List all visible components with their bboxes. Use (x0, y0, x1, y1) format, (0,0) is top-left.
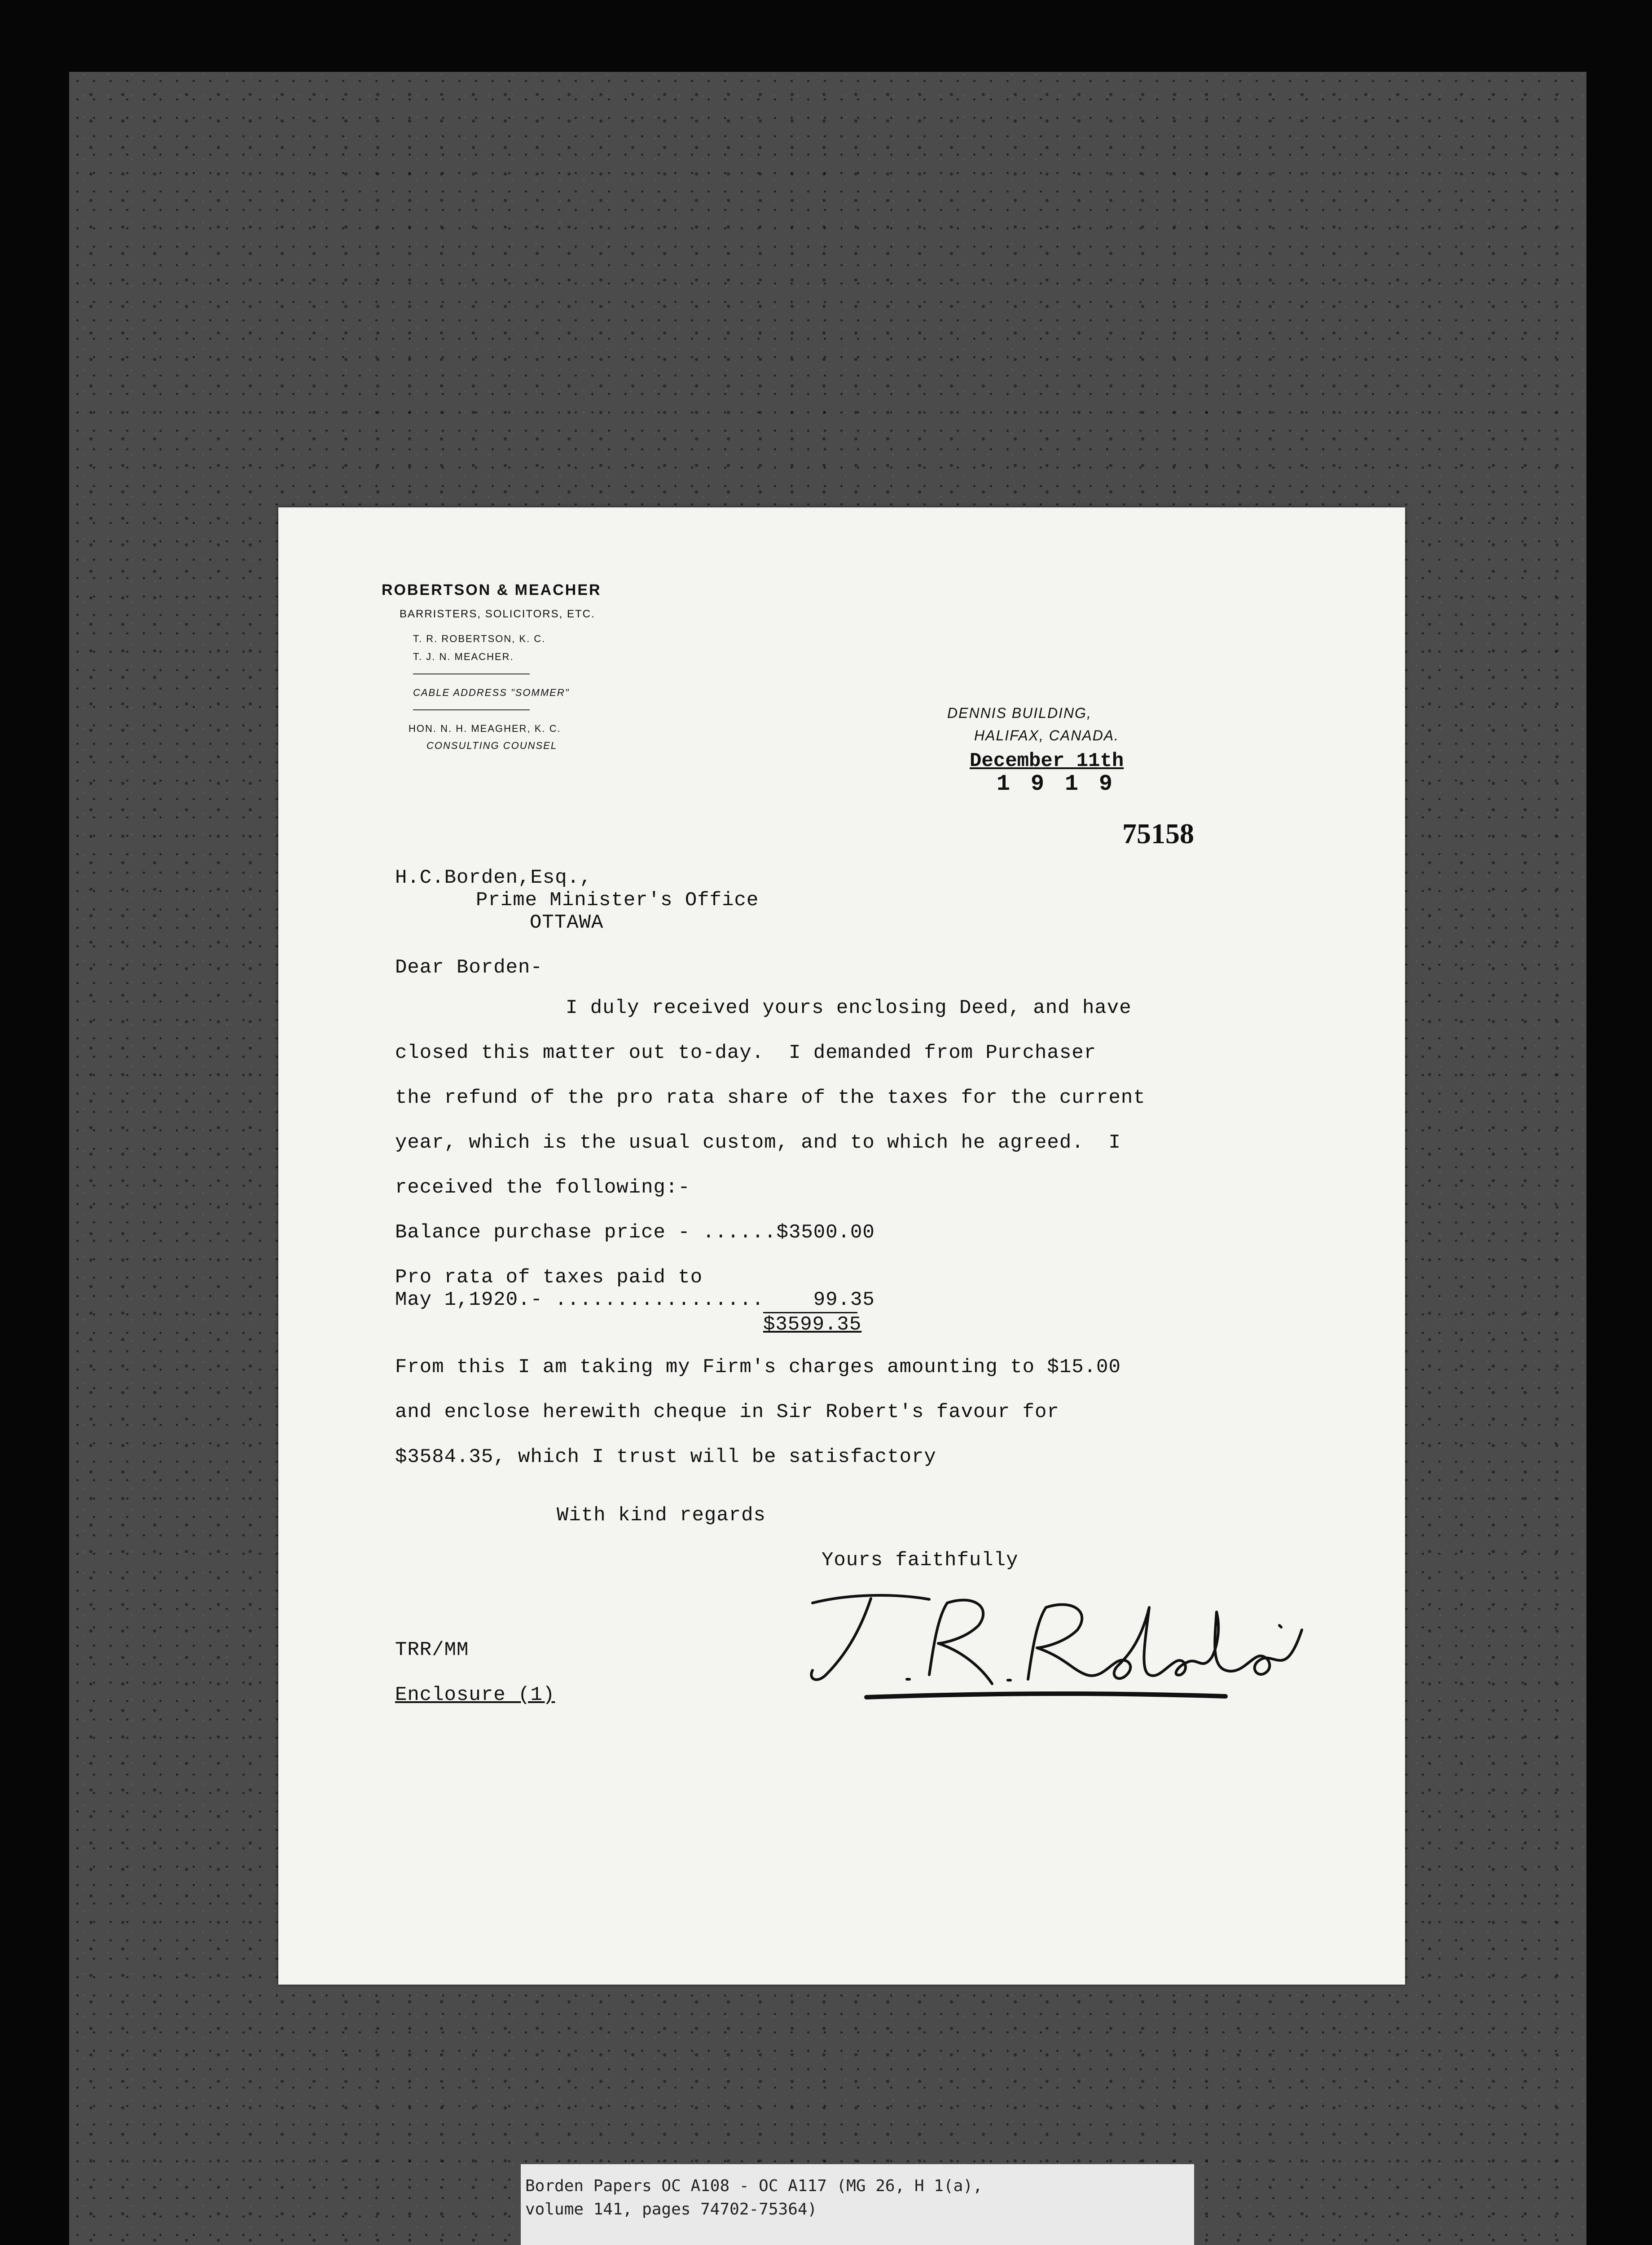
letterhead-profession: BARRISTERS, SOLICITORS, ETC. (400, 608, 595, 620)
recipient-city: OTTAWA (530, 911, 604, 934)
regards: With kind regards (557, 1504, 766, 1527)
archive-reference-tag (521, 2164, 1194, 2245)
letterhead-partner-2: T. J. N. MEACHER. (413, 651, 514, 662)
signoff: Yours faithfully (822, 1549, 1019, 1572)
letterhead-cable: CABLE ADDRESS "SOMMER" (413, 687, 570, 698)
ledger-balance: Balance purchase price - ......$3500.00 (395, 1221, 875, 1244)
closing-line-3: $3584.35, which I trust will be satisfactory (395, 1446, 936, 1468)
date-line-2: 1 9 1 9 (997, 771, 1116, 797)
closing-line-1: From this I am taking my Firm's charges amounting to $15.00 (395, 1356, 1121, 1378)
letterhead-divider-2 (413, 709, 530, 710)
letterhead-counsel-name: HON. N. H. MEAGHER, K. C. (409, 723, 561, 734)
salutation: Dear Borden- (395, 956, 543, 979)
body-line-3: the refund of the pro rata share of the taxes for the current (395, 1087, 1146, 1109)
reference-initials: TRR/MM (395, 1639, 469, 1661)
ledger-tax-value: May 1,1920.- ................. 99.35 (395, 1289, 875, 1311)
archive-tag-line-1: Borden Papers OC A108 - OC A117 (MG 26, H 1(a), (525, 2177, 983, 2195)
recipient-office: Prime Minister's Office (476, 889, 759, 911)
body-line-1: I duly received yours enclosing Deed, and have (566, 997, 1132, 1019)
handwritten-signature (795, 1576, 1311, 1706)
letterhead-partner-1: T. R. ROBERTSON, K. C. (413, 633, 546, 644)
body-line-2: closed this matter out to-day. I demanded from Purchaser (395, 1042, 1097, 1064)
date-line-1: December 11th (970, 750, 1124, 772)
letterhead-firm: ROBERTSON & MEACHER (382, 581, 602, 599)
letterhead-city: HALIFAX, CANADA. (974, 727, 1120, 744)
body-line-5: received the following:- (395, 1176, 690, 1199)
ledger-total: $3599.35 (763, 1313, 862, 1336)
letterhead-counsel-title: CONSULTING COUNSEL (426, 740, 558, 751)
archive-tag-line-2: volume 141, pages 74702-75364) (525, 2200, 817, 2219)
letter-page (278, 507, 1405, 1985)
recipient-name: H.C.Borden,Esq., (395, 867, 592, 889)
closing-line-2: and enclose herewith cheque in Sir Robert's favour for (395, 1401, 1059, 1423)
document-number: 75158 (1122, 818, 1194, 850)
body-line-4: year, which is the usual custom, and to which he agreed. I (395, 1131, 1121, 1154)
ledger-tax-label: Pro rata of taxes paid to (395, 1266, 703, 1289)
letterhead-building: DENNIS BUILDING, (947, 705, 1092, 721)
enclosure-note: Enclosure (1) (395, 1684, 555, 1706)
